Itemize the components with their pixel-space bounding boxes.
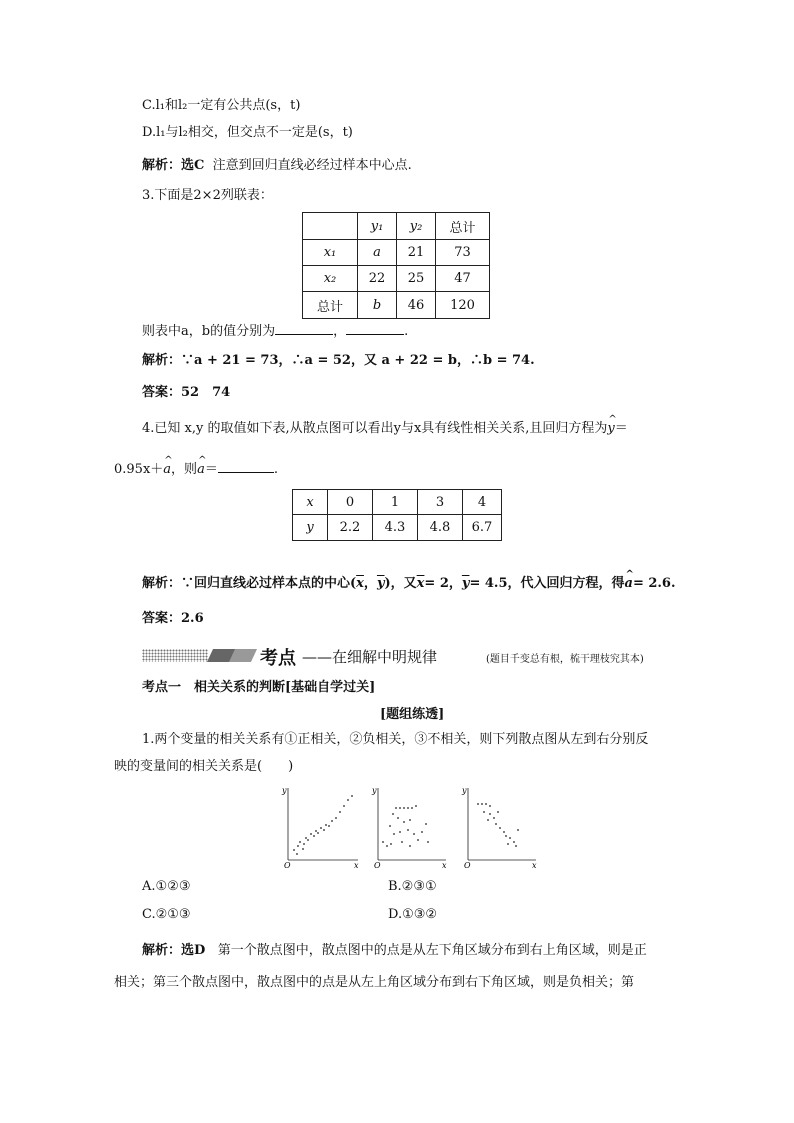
scatter-point [407,807,409,809]
kaodian-title: 考点一 相关关系的判断[基础自学过关] [142,680,376,695]
solution-1-line-1 [142,942,647,960]
table-cell: x₂ [303,266,358,292]
table-cell: 46 [397,292,436,319]
scatter-point [347,799,349,801]
solution-2-text: 注意到回归直线必经过样本中心点. [212,158,412,173]
scatter-point [382,841,384,843]
scatter-point [495,823,497,825]
section-banner [142,644,662,668]
table-cell: 47 [436,266,490,292]
scatter-point [325,824,327,826]
y-axis-label: y [462,786,467,795]
scatter-point [335,817,337,819]
q4-text: 0.95x＋ [114,462,164,477]
x-axis-label: x [442,861,447,870]
table-cell [303,213,358,240]
separator: ， [333,324,347,339]
scatter-point [296,853,298,855]
scatter-point [407,829,409,831]
table-cell: y [293,515,328,541]
scatter-point [393,833,395,835]
table-cell: 2.2 [328,515,373,541]
scatter-point [421,831,423,833]
scatter-point [328,825,330,827]
scatter-point [310,833,312,835]
solution-2 [142,157,412,175]
scatter-point [403,821,405,823]
period: . [273,462,278,477]
table-cell: 0 [328,490,373,515]
group-heading: [题组练透] [380,707,445,722]
solution-3: 解析：∵a + 21 = 73，∴a = 52，又 a + 22 = b，∴b = 74. [142,353,535,368]
origin-label: O [464,861,471,870]
option-d: D.l₁与l₂相交，但交点不一定是(s，t) [142,125,353,140]
scatter-point [477,803,479,805]
option-c-q1: C.②①③ [142,907,191,922]
table-cell: 4.8 [418,515,463,541]
solution-1-line-2: 相关；第三个散点图中，散点图中的点是从左上角区域分布到右下角区域，则是负相关；第 [114,975,635,990]
table-cell: a [358,240,397,266]
question-3-prompt [142,322,408,341]
option-b: B.②③① [388,879,437,894]
scatter-point [315,830,317,832]
question-4-line-2 [114,460,278,479]
equals: ＝ [204,462,218,477]
scatter-plot-positive [281,786,359,870]
y-bar: $\overline{y}$ [376,576,385,591]
scatter-point [499,827,501,829]
table-cell: x₁ [303,240,358,266]
origin-label: O [374,861,381,870]
question-3-title: 3.下面是2×2列联表： [142,188,273,203]
banner-subtitle: ——在细解中明规律 [302,648,438,666]
banner-title: 考点 [260,648,296,669]
answer-blank[interactable] [275,322,333,335]
sol-text: )，又 [384,576,417,591]
table-cell: 22 [358,266,397,292]
q4-text: 4.已知 x,y 的取值如下表,从散点图可以看出y与x具有线性相关关系,且回归方程为 [142,421,608,436]
scatter-point [497,811,499,813]
scatter-point [343,805,345,807]
table-cell: 6.7 [463,515,502,541]
question-1-line-2: 映的变量间的相关关系是( ) [114,759,294,774]
scatter-point [513,841,515,843]
prompt-text: 则表中a，b的值分别为 [142,324,276,339]
scatter-point [320,827,322,829]
scatter-point [515,845,517,847]
scatter-point [415,805,417,807]
a-hat: ^ a [625,575,633,593]
scatter-point [503,831,505,833]
scatter-point [386,845,388,847]
scatter-point [413,833,415,835]
scatter-point [507,843,509,845]
scatter-point [293,849,295,851]
table-cell: 总计 [436,213,490,240]
answer-blank[interactable] [346,322,404,335]
table-cell: y₁ [358,213,397,240]
x-axis-label: x [354,861,359,870]
scatter-point [305,837,307,839]
scatter-point [411,807,413,809]
solution-1-label: 解析：选D [142,943,206,958]
scatter-point [417,839,419,841]
banner-stripe [229,649,257,662]
scatter-point [331,820,333,822]
scatter-point [323,829,325,831]
scatter-point [487,819,489,821]
table-cell: 4.3 [373,515,418,541]
scatter-plot-negative [461,786,537,870]
scatter-point [427,841,429,843]
solution-1-text: 第一个散点图中，散点图中的点是从左下角区域分布到右上角区域，则是正 [217,943,647,958]
table-cell: 总计 [303,292,358,319]
contingency-table [302,212,490,319]
scatter-point [509,837,511,839]
scatter-point [401,841,403,843]
option-d-q1: D.①③② [388,907,438,922]
scatter-point [409,819,411,821]
option-c: C.l₁和l₂一定有公共点(s，t) [142,98,301,113]
answer-3: 答案：52 74 [142,385,231,400]
sol-text: 解析：∵回归直线必过样本点的中心( [142,576,357,591]
x-bar: $\overline{x}$ [416,576,425,591]
y-hat: ^ y [607,420,614,438]
answer-4: 答案：2.6 [142,611,204,626]
table-cell: 25 [397,266,436,292]
scatter-point [302,848,304,850]
banner-note: (题目千变总有根，梳干理枝究其本) [486,654,644,665]
scatter-point [392,813,394,815]
scatter-point [390,843,392,845]
scatter-point [485,803,487,805]
a-hat: ^ a [163,461,171,479]
scatter-point [403,807,405,809]
scatter-point [297,845,299,847]
table-cell: 21 [397,240,436,266]
table-cell: b [358,292,397,319]
scatter-point [351,795,353,797]
scatter-point [399,831,401,833]
separator: ， [363,576,377,591]
x-axis-label: x [532,861,537,870]
scatter-point [489,813,491,815]
scatter-point [339,811,341,813]
a-hat: ^ a [197,461,205,479]
question-4-line-1 [142,420,628,438]
scatter-point [389,825,391,827]
y-bar: $\overline{y}$ [461,576,470,591]
banner-dots [142,649,208,662]
option-a: A.①②③ [142,879,191,894]
question-1-line-1: 1.两个变量的相关关系有①正相关，②负相关，③不相关，则下列散点图从左到右分别反 [142,732,649,747]
scatter-plots [270,784,540,870]
scatter-point [317,832,319,834]
answer-blank[interactable] [218,460,274,473]
scatter-point [307,839,309,841]
points [382,805,429,847]
period: . [404,324,409,339]
table-cell: 4 [463,490,502,515]
sol-text: = 2， [424,576,462,591]
table-cell: x [293,490,328,515]
table-cell: 73 [436,240,490,266]
table-cell: 1 [373,490,418,515]
scatter-point [303,843,305,845]
y-axis-label: y [372,786,377,795]
scatter-point [313,835,315,837]
scatter-plot-none [371,786,447,870]
solution-4 [142,575,676,593]
table-cell: y₂ [397,213,436,240]
points [477,803,519,847]
xy-value-table [292,489,502,541]
points [293,795,353,855]
y-axis-label: y [282,786,287,795]
solution-2-label: 解析：选C [142,158,205,173]
scatter-point [299,841,301,843]
sol-text: = 2.6. [632,576,676,591]
table-cell: 120 [436,292,490,319]
equals: ＝ [614,421,628,436]
x-bar: $\overline{x}$ [356,576,364,591]
scatter-point [399,807,401,809]
scatter-point [397,817,399,819]
origin-label: O [284,861,291,870]
scatter-point [483,811,485,813]
q4-text: ，则 [171,462,198,477]
scatter-point [481,803,483,805]
scatter-point [493,817,495,819]
sol-text: = 4.5，代入回归方程，得 [469,576,625,591]
scatter-point [517,829,519,831]
scatter-point [409,845,411,847]
scatter-point [489,805,491,807]
scatter-point [505,835,507,837]
scatter-point [395,807,397,809]
table-cell: 3 [418,490,463,515]
scatter-point [425,823,427,825]
